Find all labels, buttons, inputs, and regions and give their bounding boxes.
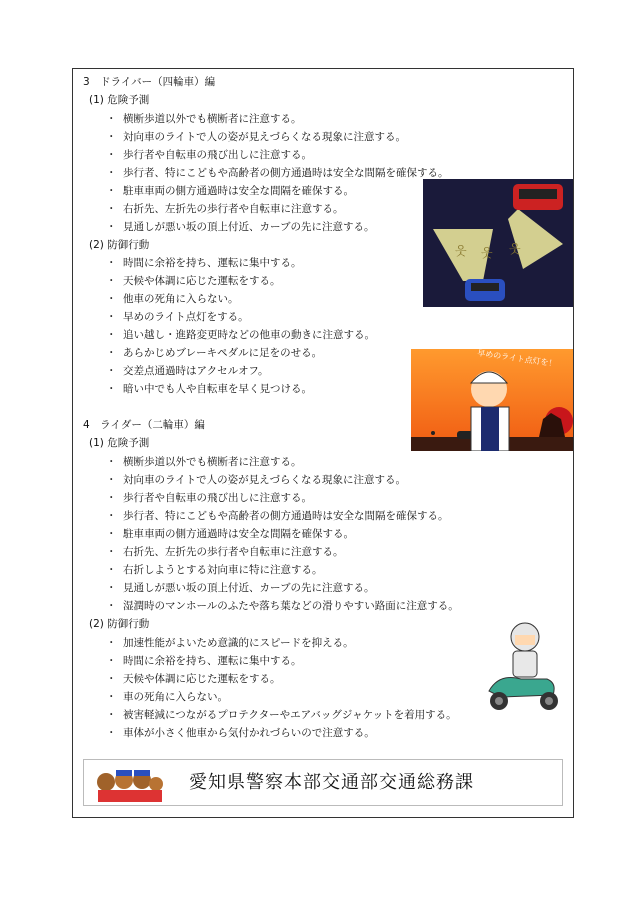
list-item: ・ 交差点通過時はアクセルオフ。 <box>106 365 269 377</box>
bullet-icon: ・ <box>106 691 117 703</box>
bullet-icon: ・ <box>106 474 117 486</box>
bullet-icon: ・ <box>106 383 117 395</box>
list-item: ・ 時間に余裕を持ち、運転に集中する。 <box>106 257 302 269</box>
list-item: ・ 駐車車両の側方通過時は安全な間隔を確保する。 <box>106 528 354 540</box>
section-3-hazard-title: (1) 危険予測 <box>89 94 150 106</box>
list-item: ・ 湿潤時のマンホールのふたや落ち葉などの滑りやすい路面に注意する。 <box>106 600 459 612</box>
page-frame <box>72 68 574 818</box>
list-item: ・ 被害軽減につながるプロテクターやエアバッグジャケットを着用する。 <box>106 709 457 721</box>
bullet-icon: ・ <box>106 655 117 667</box>
list-item: ・ 他車の死角に入らない。 <box>106 293 239 305</box>
bullet-icon: ・ <box>106 528 117 540</box>
bullet-icon: ・ <box>106 365 117 377</box>
bullet-icon: ・ <box>106 510 117 522</box>
bullet-icon: ・ <box>106 257 117 269</box>
list-item: ・ 追い越し・進路変更時などの他車の動きに注意する。 <box>106 329 375 341</box>
bullet-icon: ・ <box>106 149 117 161</box>
list-item: ・ 歩行者や自転車の飛び出しに注意する。 <box>106 492 312 504</box>
bullet-icon: ・ <box>106 185 117 197</box>
bullet-icon: ・ <box>106 293 117 305</box>
bullet-icon: ・ <box>106 673 117 685</box>
list-item: ・ 歩行者、特にこどもや高齢者の側方通過時は安全な間隔を確保する。 <box>106 167 449 179</box>
bullet-icon: ・ <box>106 727 117 739</box>
list-item: ・ 横断歩道以外でも横断者に注意する。 <box>106 113 302 125</box>
list-item: ・ 加速性能がよいため意識的にスピードを抑える。 <box>106 637 354 649</box>
bullet-icon: ・ <box>106 329 117 341</box>
section-4-defense-title: (2) 防御行動 <box>89 618 150 630</box>
section-4-hazard-title: (1) 危険予測 <box>89 437 150 449</box>
section-4-title: 4 ライダー（二輪車）編 <box>83 419 205 431</box>
svg-text:웃: 웃 <box>481 246 493 260</box>
list-item: ・ 右折先、左折先の歩行者や自転車に注意する。 <box>106 203 344 215</box>
bullet-icon: ・ <box>106 203 117 215</box>
bullet-icon: ・ <box>106 637 117 649</box>
bullet-icon: ・ <box>106 131 117 143</box>
bullet-icon: ・ <box>106 167 117 179</box>
list-item: ・ 対向車のライトで人の姿が見えづらくなる現象に注意する。 <box>106 474 406 486</box>
night-road-icon <box>423 179 573 307</box>
bullet-icon: ・ <box>106 492 117 504</box>
section-3-defense-title: (2) 防御行動 <box>89 239 150 251</box>
footer-box <box>83 759 563 806</box>
list-item: ・ 対向車のライトで人の姿が見えづらくなる現象に注意する。 <box>106 131 406 143</box>
svg-text:웃: 웃 <box>455 244 467 258</box>
list-item: ・ 時間に余裕を持ち、運転に集中する。 <box>106 655 302 667</box>
bullet-icon: ・ <box>106 221 117 233</box>
bullet-icon: ・ <box>106 456 117 468</box>
mascot-icon <box>94 764 164 802</box>
list-item: ・ 右折先、左折先の歩行者や自転車に注意する。 <box>106 546 344 558</box>
illustration-caption: 早めのライト点灯を！ <box>476 348 558 369</box>
scooter-rider-illustration <box>483 617 565 715</box>
list-item: ・ あらかじめブレーキペダルに足をのせる。 <box>106 347 323 359</box>
list-item: ・ 右折しようとする対向車に特に注意する。 <box>106 564 323 576</box>
bullet-icon: ・ <box>106 709 117 721</box>
list-item: ・ 天候や体調に応じた運転をする。 <box>106 673 281 685</box>
list-item: ・ 駐車車両の側方通過時は安全な間隔を確保する。 <box>106 185 354 197</box>
list-item: ・ 車の死角に入らない。 <box>106 691 228 703</box>
mascot-group-logo <box>94 764 164 802</box>
footer-department: 愛知県警察本部交通部交通総務課 <box>189 772 474 793</box>
bullet-icon: ・ <box>106 600 117 612</box>
headlight-glare-illustration <box>423 179 573 307</box>
bullet-icon: ・ <box>106 113 117 125</box>
list-item: ・ 暗い中でも人や自転車を早く見つける。 <box>106 383 312 395</box>
early-headlight-illustration <box>411 349 573 451</box>
section-3-title: 3 ドライバー（四輪車）編 <box>83 76 216 88</box>
list-item: ・ 横断歩道以外でも横断者に注意する。 <box>106 456 302 468</box>
bullet-icon: ・ <box>106 564 117 576</box>
bullet-icon: ・ <box>106 582 117 594</box>
bullet-icon: ・ <box>106 347 117 359</box>
list-item: ・ 見通しが悪い坂の頂上付近、カーブの先に注意する。 <box>106 582 375 594</box>
list-item: ・ 見通しが悪い坂の頂上付近、カーブの先に注意する。 <box>106 221 375 233</box>
list-item: ・ 天候や体調に応じた運転をする。 <box>106 275 281 287</box>
bullet-icon: ・ <box>106 546 117 558</box>
bullet-icon: ・ <box>106 275 117 287</box>
list-item: ・ 歩行者、特にこどもや高齢者の側方通過時は安全な間隔を確保する。 <box>106 510 449 522</box>
svg-text:웃: 웃 <box>509 242 521 256</box>
list-item: ・ 早めのライト点灯をする。 <box>106 311 249 323</box>
bullet-icon: ・ <box>106 311 117 323</box>
list-item: ・ 車体が小さく他車から気付かれづらいので注意する。 <box>106 727 375 739</box>
list-item: ・ 歩行者や自転車の飛び出しに注意する。 <box>106 149 312 161</box>
scooter-rider-icon <box>483 617 565 715</box>
